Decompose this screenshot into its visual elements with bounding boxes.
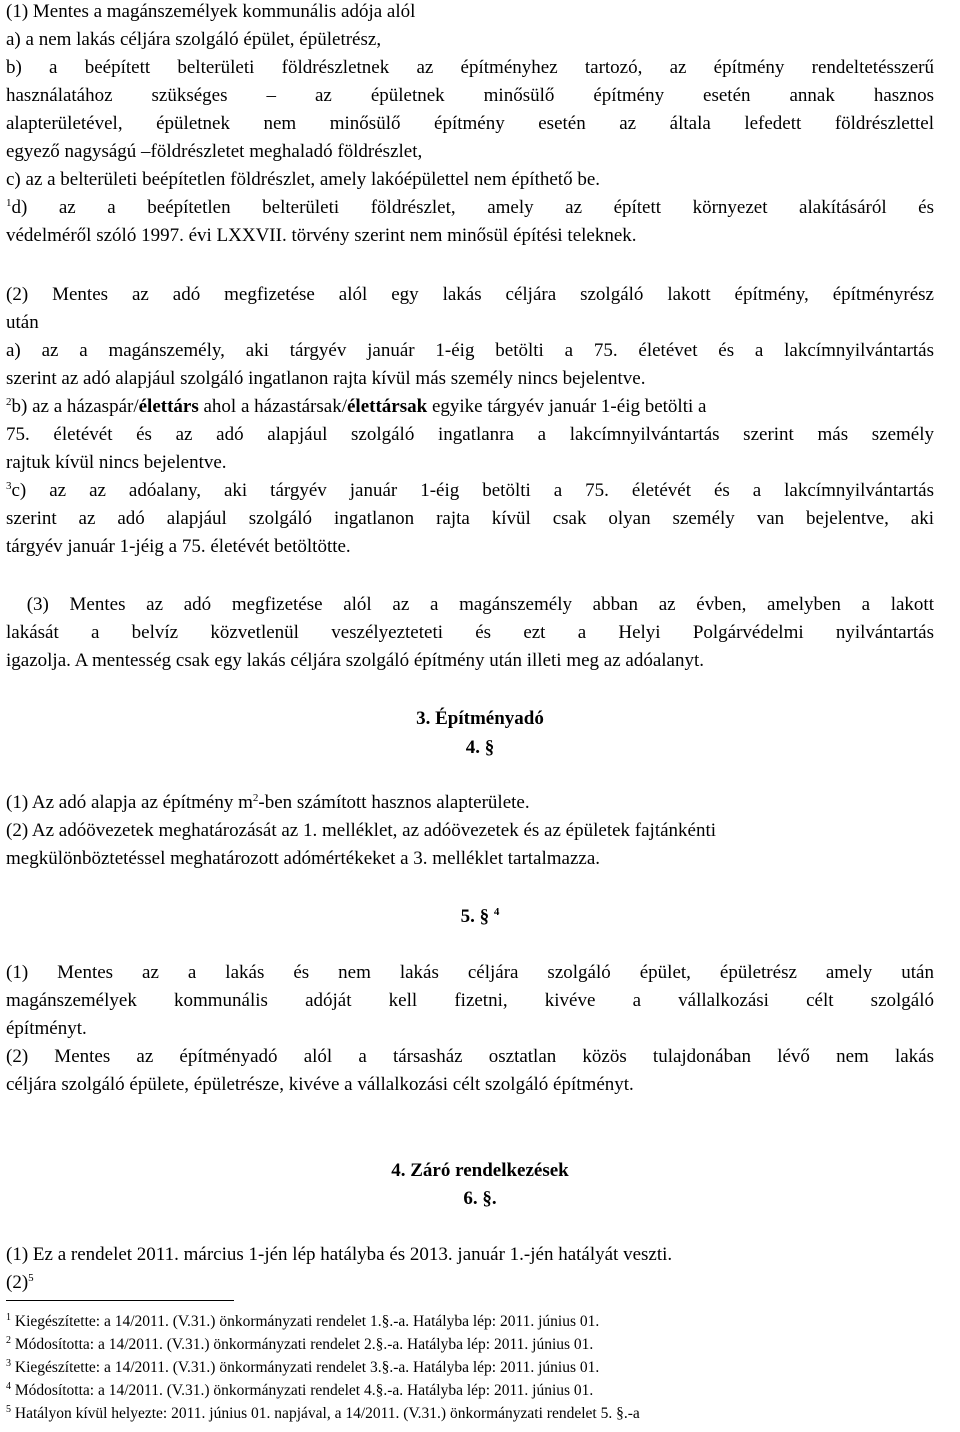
section2-line-c: [6, 479, 934, 503]
section1-line: (1) Mentes a magánszemélyek kommunális adója alól: [6, 1, 416, 22]
footnote-text: Módosította: a 14/2011. (V.31.) önkormányzati rendelet 2.§.-a. Hatályba lép: 2011. június 01.: [11, 1336, 594, 1353]
section2-line: után: [6, 312, 39, 333]
par5-line: (2) Mentes az építményadó alól a társasház osztatlan közös tulajdonában lévő nem lakás: [6, 1046, 934, 1067]
section3-line: igazolja. A mentesség csak egy lakás céljára szolgáló építmény után illeti meg az adóalanyt.: [6, 650, 704, 671]
section2-line: a) az a magánszemély, aki tárgyév január 1-éig betölti a 75. életévet és a lakcímnyilvántartás: [6, 340, 934, 361]
bold-term: élettárs: [138, 396, 199, 417]
section2-line: 75. életévét és az adó alapjául szolgáló ingatlanra a lakcímnyilvántartás szerint más személy: [6, 424, 934, 445]
line-text: ahol a házastársak/: [198, 396, 347, 417]
footnote-ref: 4: [493, 906, 500, 918]
section1-line: használatához szükséges – az épületnek minősülő építmény esetén annak hasznos: [6, 85, 934, 106]
footnote-separator: [6, 1300, 234, 1301]
footnote-ref: 2: [6, 396, 12, 408]
footnote-ref: 5: [28, 1272, 34, 1284]
section1-line: alapterületével, épületnek nem minősülő építmény esetén az általa lefedett földrészlettel: [6, 113, 934, 134]
section2-line: (2) Mentes az adó megfizetése alól egy lakás céljára szolgáló lakott építmény, építményrész: [6, 284, 934, 305]
section1-line: a) a nem lakás céljára szolgáló épület, épületrész,: [6, 29, 382, 50]
section2-line: szerint az adó alapjául szolgáló ingatlanon rajta kívül csak olyan személy van bejelentve, aki: [6, 508, 934, 529]
line-text: -ben számított hasznos alapterülete.: [258, 792, 530, 813]
line-text: b) az a házaspár/: [11, 396, 139, 417]
section3-line: lakását a belvíz közvetlenül veszélyezteteti és ezt a Helyi Polgárvédelmi nyilvántartás: [6, 622, 934, 643]
section1-line: egyező nagyságú –földrészletet meghaladó földrészlet,: [6, 141, 423, 162]
footnote: [6, 1405, 946, 1423]
footnote: [6, 1359, 946, 1377]
par5-line: magánszemélyek kommunális adóját kell fizetni, kivéve a vállalkozási célt szolgáló: [6, 990, 934, 1011]
bold-term: élettársak: [346, 396, 428, 417]
section2-line-b: [6, 395, 934, 419]
footnote-ref: 1: [6, 197, 12, 209]
line-text: d) az a beépítetlen belterületi földrészlet, amely az épített környezet alakításáról és: [11, 197, 934, 218]
footnote: [6, 1336, 946, 1354]
paragraph-heading: [0, 905, 960, 929]
section2-line: rajtuk kívül nincs bejelentve.: [6, 452, 227, 473]
par5-line: céljára szolgáló épülete, épületrésze, kivéve a vállalkozási célt szolgáló építményt.: [6, 1074, 634, 1095]
footnote-number: 1: [6, 1312, 11, 1323]
section1-line-d: [6, 196, 934, 220]
line-text: c) az az adóalany, aki tárgyév január 1-éig betölti a 75. életévét és a lakcímnyilvántartás: [11, 480, 934, 501]
footnote-text: Hatályon kívül helyezte: 2011. június 01. napjával, a 14/2011. (V.31.) önkormányzati rendelet 5. §.-a: [11, 1405, 640, 1422]
paragraph-heading: 6. §.: [463, 1188, 497, 1209]
section1-line: védelméről szóló 1997. évi LXXVII. törvény szerint nem minősül építési teleknek.: [6, 225, 637, 246]
footnote-text: Módosította: a 14/2011. (V.31.) önkormányzati rendelet 4.§.-a. Hatályba lép: 2011. június 01.: [11, 1382, 594, 1399]
par4-line: megkülönböztetéssel meghatározott adómértékeket a 3. melléklet tartalmazza.: [6, 848, 601, 869]
paragraph-heading: 4. §: [465, 737, 495, 758]
par4-line: (2) Az adóövezetek meghatározását az 1. melléklet, az adóövezetek és az épületek fajtánkénti: [6, 820, 717, 841]
footnote-number: 5: [6, 1404, 11, 1415]
section3-line: (3) Mentes az adó megfizetése alól az a magánszemély abban az évben, amelyben a lakott: [6, 594, 934, 615]
footnote-text: Kiegészítette: a 14/2011. (V.31.) önkormányzati rendelet 3.§.-a. Hatályba lép: 2011. június 01.: [11, 1359, 600, 1376]
par5-line: építményt.: [6, 1018, 87, 1039]
line-text: (2): [6, 1272, 29, 1293]
par6-line: [6, 1271, 934, 1295]
footnote-text: Kiegészítette: a 14/2011. (V.31.) önkormányzati rendelet 1.§.-a. Hatályba lép: 2011. június 01.: [11, 1313, 600, 1330]
section1-line: c) az a belterületi beépítetlen földrészlet, amely lakóépülettel nem építhető be.: [6, 169, 601, 190]
line-text: (1) Az adó alapja az építmény m: [6, 792, 253, 813]
superscript: 2: [252, 792, 259, 804]
section2-line: tárgyév január 1-jéig a 75. életévét betöltötte.: [6, 536, 351, 557]
par6-line: (1) Ez a rendelet 2011. március 1-jén lép hatályba és 2013. január 1.-jén hatályát veszti.: [6, 1244, 673, 1265]
par5-line: (1) Mentes az a lakás és nem lakás céljára szolgáló épület, épületrész amely után: [6, 962, 934, 983]
section2-line: szerint az adó alapjául szolgáló ingatlanon rajta kívül más személy nincs bejelentve.: [6, 368, 646, 389]
footnote-ref: 3: [6, 480, 12, 492]
section-heading: 3. Építményadó: [416, 708, 544, 729]
footnote: [6, 1313, 946, 1331]
heading-text: 5. §: [460, 906, 490, 927]
section1-line: b) a beépített belterületi földrészletnek az építményhez tartozó, az építmény rendeltetésszerű: [6, 57, 934, 78]
footnote-number: 2: [6, 1335, 11, 1346]
section-heading: 4. Záró rendelkezések: [391, 1160, 569, 1181]
par4-line: [6, 791, 934, 815]
footnote-number: 4: [6, 1381, 11, 1392]
line-text: egyike tárgyév január 1-éig betölti a: [427, 396, 707, 417]
footnote: [6, 1382, 946, 1400]
footnote-number: 3: [6, 1358, 11, 1369]
